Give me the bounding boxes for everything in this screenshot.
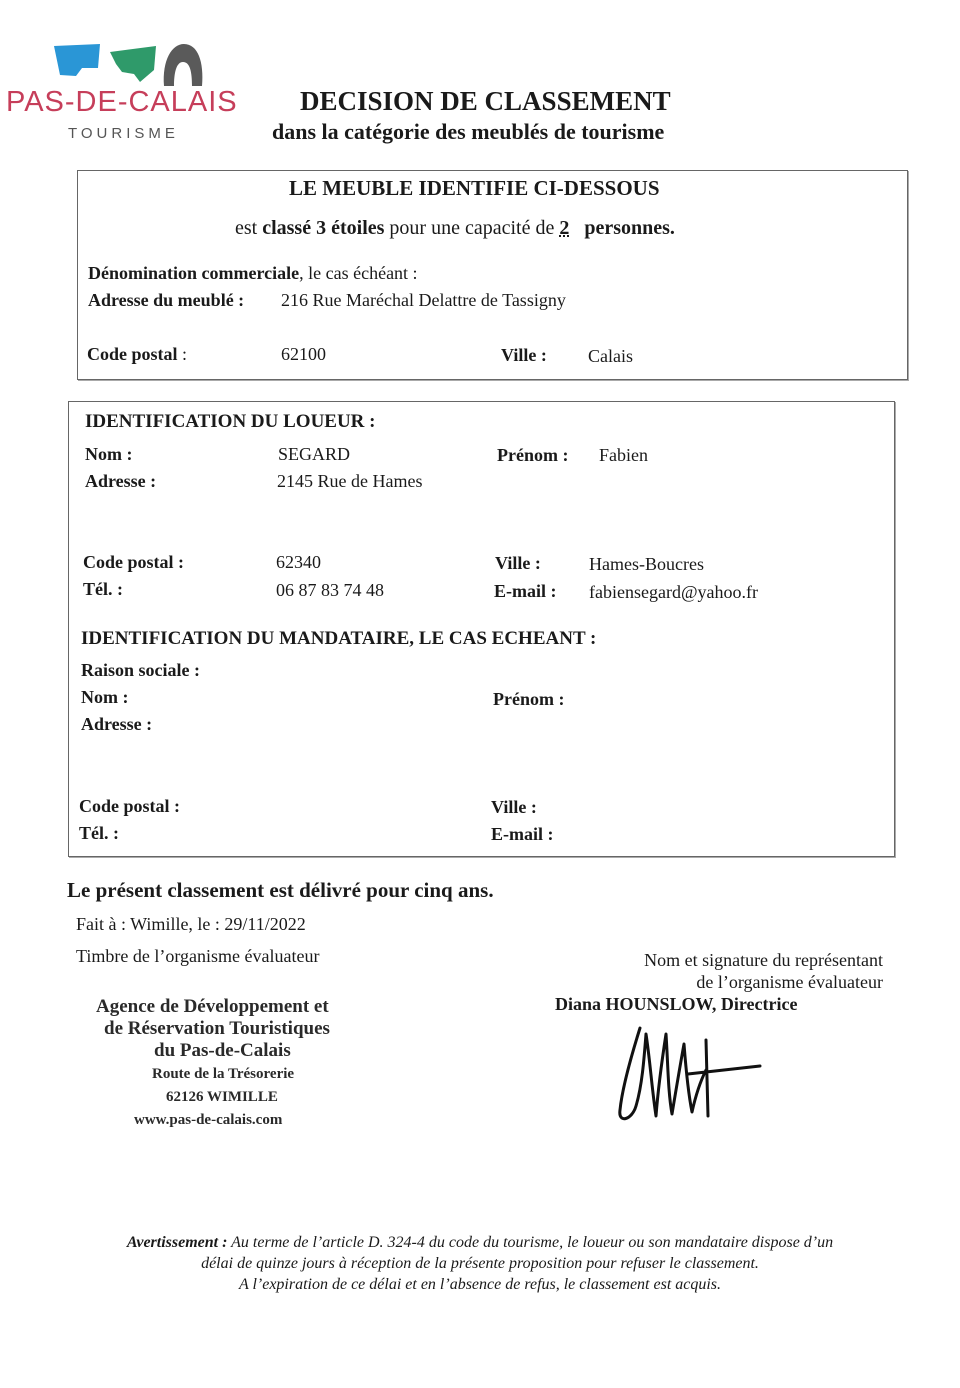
loueur-email-label: E-mail :	[494, 581, 557, 601]
meuble-postal-value: 62100	[281, 344, 326, 364]
meuble-header: LE MEUBLE IDENTIFIE CI-DESSOUS	[289, 176, 660, 200]
loueur-tel-label: Tél. :	[83, 579, 123, 599]
mandataire-tel-label: Tél. :	[79, 823, 119, 843]
place-date: Fait à : Wimille, le : 29/11/2022	[76, 914, 306, 934]
logo-text: PAS-DE-CALAIS	[6, 86, 238, 118]
organisation-stamp	[96, 996, 396, 1129]
stamp-line: Agence de Développement et	[96, 996, 329, 1017]
validity-statement: Le présent classement est délivré pour cinq ans.	[67, 878, 494, 902]
loueur-ville-label: Ville :	[495, 553, 541, 573]
stamp-line: de Réservation Touristiques	[104, 1018, 330, 1039]
loueur-postal-value: 62340	[276, 552, 321, 572]
classement-line: est classé 3 étoiles pour une capacité de 2 personnes.	[235, 217, 675, 239]
meuble-city-value: Calais	[588, 346, 633, 366]
pas-de-calais-logo-icon	[52, 42, 207, 87]
document-title: DECISION DE CLASSEMENT	[300, 86, 671, 116]
stamp-line: Route de la Trésorerie	[152, 1066, 295, 1082]
denomination-line: Dénomination commerciale, le cas échéant :	[88, 263, 418, 283]
mandataire-ville-label: Ville :	[491, 797, 537, 817]
capacity-value: 2	[559, 217, 570, 239]
mandataire-postal-label: Code postal :	[79, 796, 181, 816]
meuble-address-label: Adresse du meublé :	[88, 290, 245, 310]
stamp-caption: Timbre de l’organisme évaluateur	[76, 946, 320, 966]
mandataire-header: IDENTIFICATION DU MANDATAIRE, LE CAS ECHEANT :	[81, 628, 597, 649]
stamp-line: du Pas-de-Calais	[154, 1040, 291, 1061]
loueur-tel-value: 06 87 83 74 48	[276, 580, 384, 600]
mandataire-prenom-label: Prénom :	[493, 689, 565, 709]
legal-warning: Avertissement : Au terme de l’article D. 324-4 du code du tourisme, le loueur ou son mandataire dispose d’un délai de quinze jours à réception de la présente proposition pour refuser le classement. A l’expiration de ce délai et en l’absence de refus, le classement est acquis.	[126, 1234, 834, 1293]
meuble-city-label: Ville :	[501, 345, 547, 365]
loueur-ville-value: Hames-Boucres	[589, 554, 704, 574]
loueur-header: IDENTIFICATION DU LOUEUR :	[85, 411, 376, 432]
mandataire-raison-label: Raison sociale :	[81, 660, 200, 680]
signature-caption-2: de l’organisme évaluateur	[696, 972, 883, 992]
loueur-adresse-label: Adresse :	[85, 471, 157, 491]
logo-subtitle: TOURISME	[68, 125, 179, 142]
loueur-prenom-label: Prénom :	[497, 445, 569, 465]
stamp-line: www.pas-de-calais.com	[134, 1112, 283, 1128]
loueur-postal-label: Code postal :	[83, 552, 185, 572]
loueur-nom-label: Nom :	[85, 444, 133, 464]
mandataire-adresse-label: Adresse :	[81, 714, 153, 734]
meuble-postal-label: Code postal :	[87, 344, 188, 364]
stamp-line: 62126 WIMILLE	[166, 1089, 278, 1105]
handwritten-signature-icon	[610, 1020, 780, 1130]
mandataire-email-label: E-mail :	[491, 824, 554, 844]
loueur-email-value: fabiensegard@yahoo.fr	[589, 582, 759, 602]
document-subtitle: dans la catégorie des meublés de tourisme	[272, 119, 665, 144]
loueur-prenom-value: Fabien	[599, 445, 648, 465]
signatory-name: Diana HOUNSLOW, Directrice	[555, 994, 798, 1014]
meuble-address-value: 216 Rue Maréchal Delattre de Tassigny	[281, 290, 566, 310]
loueur-nom-value: SEGARD	[278, 444, 351, 464]
loueur-adresse-value: 2145 Rue de Hames	[277, 471, 423, 491]
signature-caption-1: Nom et signature du représentant	[644, 950, 883, 970]
mandataire-nom-label: Nom :	[81, 687, 129, 707]
